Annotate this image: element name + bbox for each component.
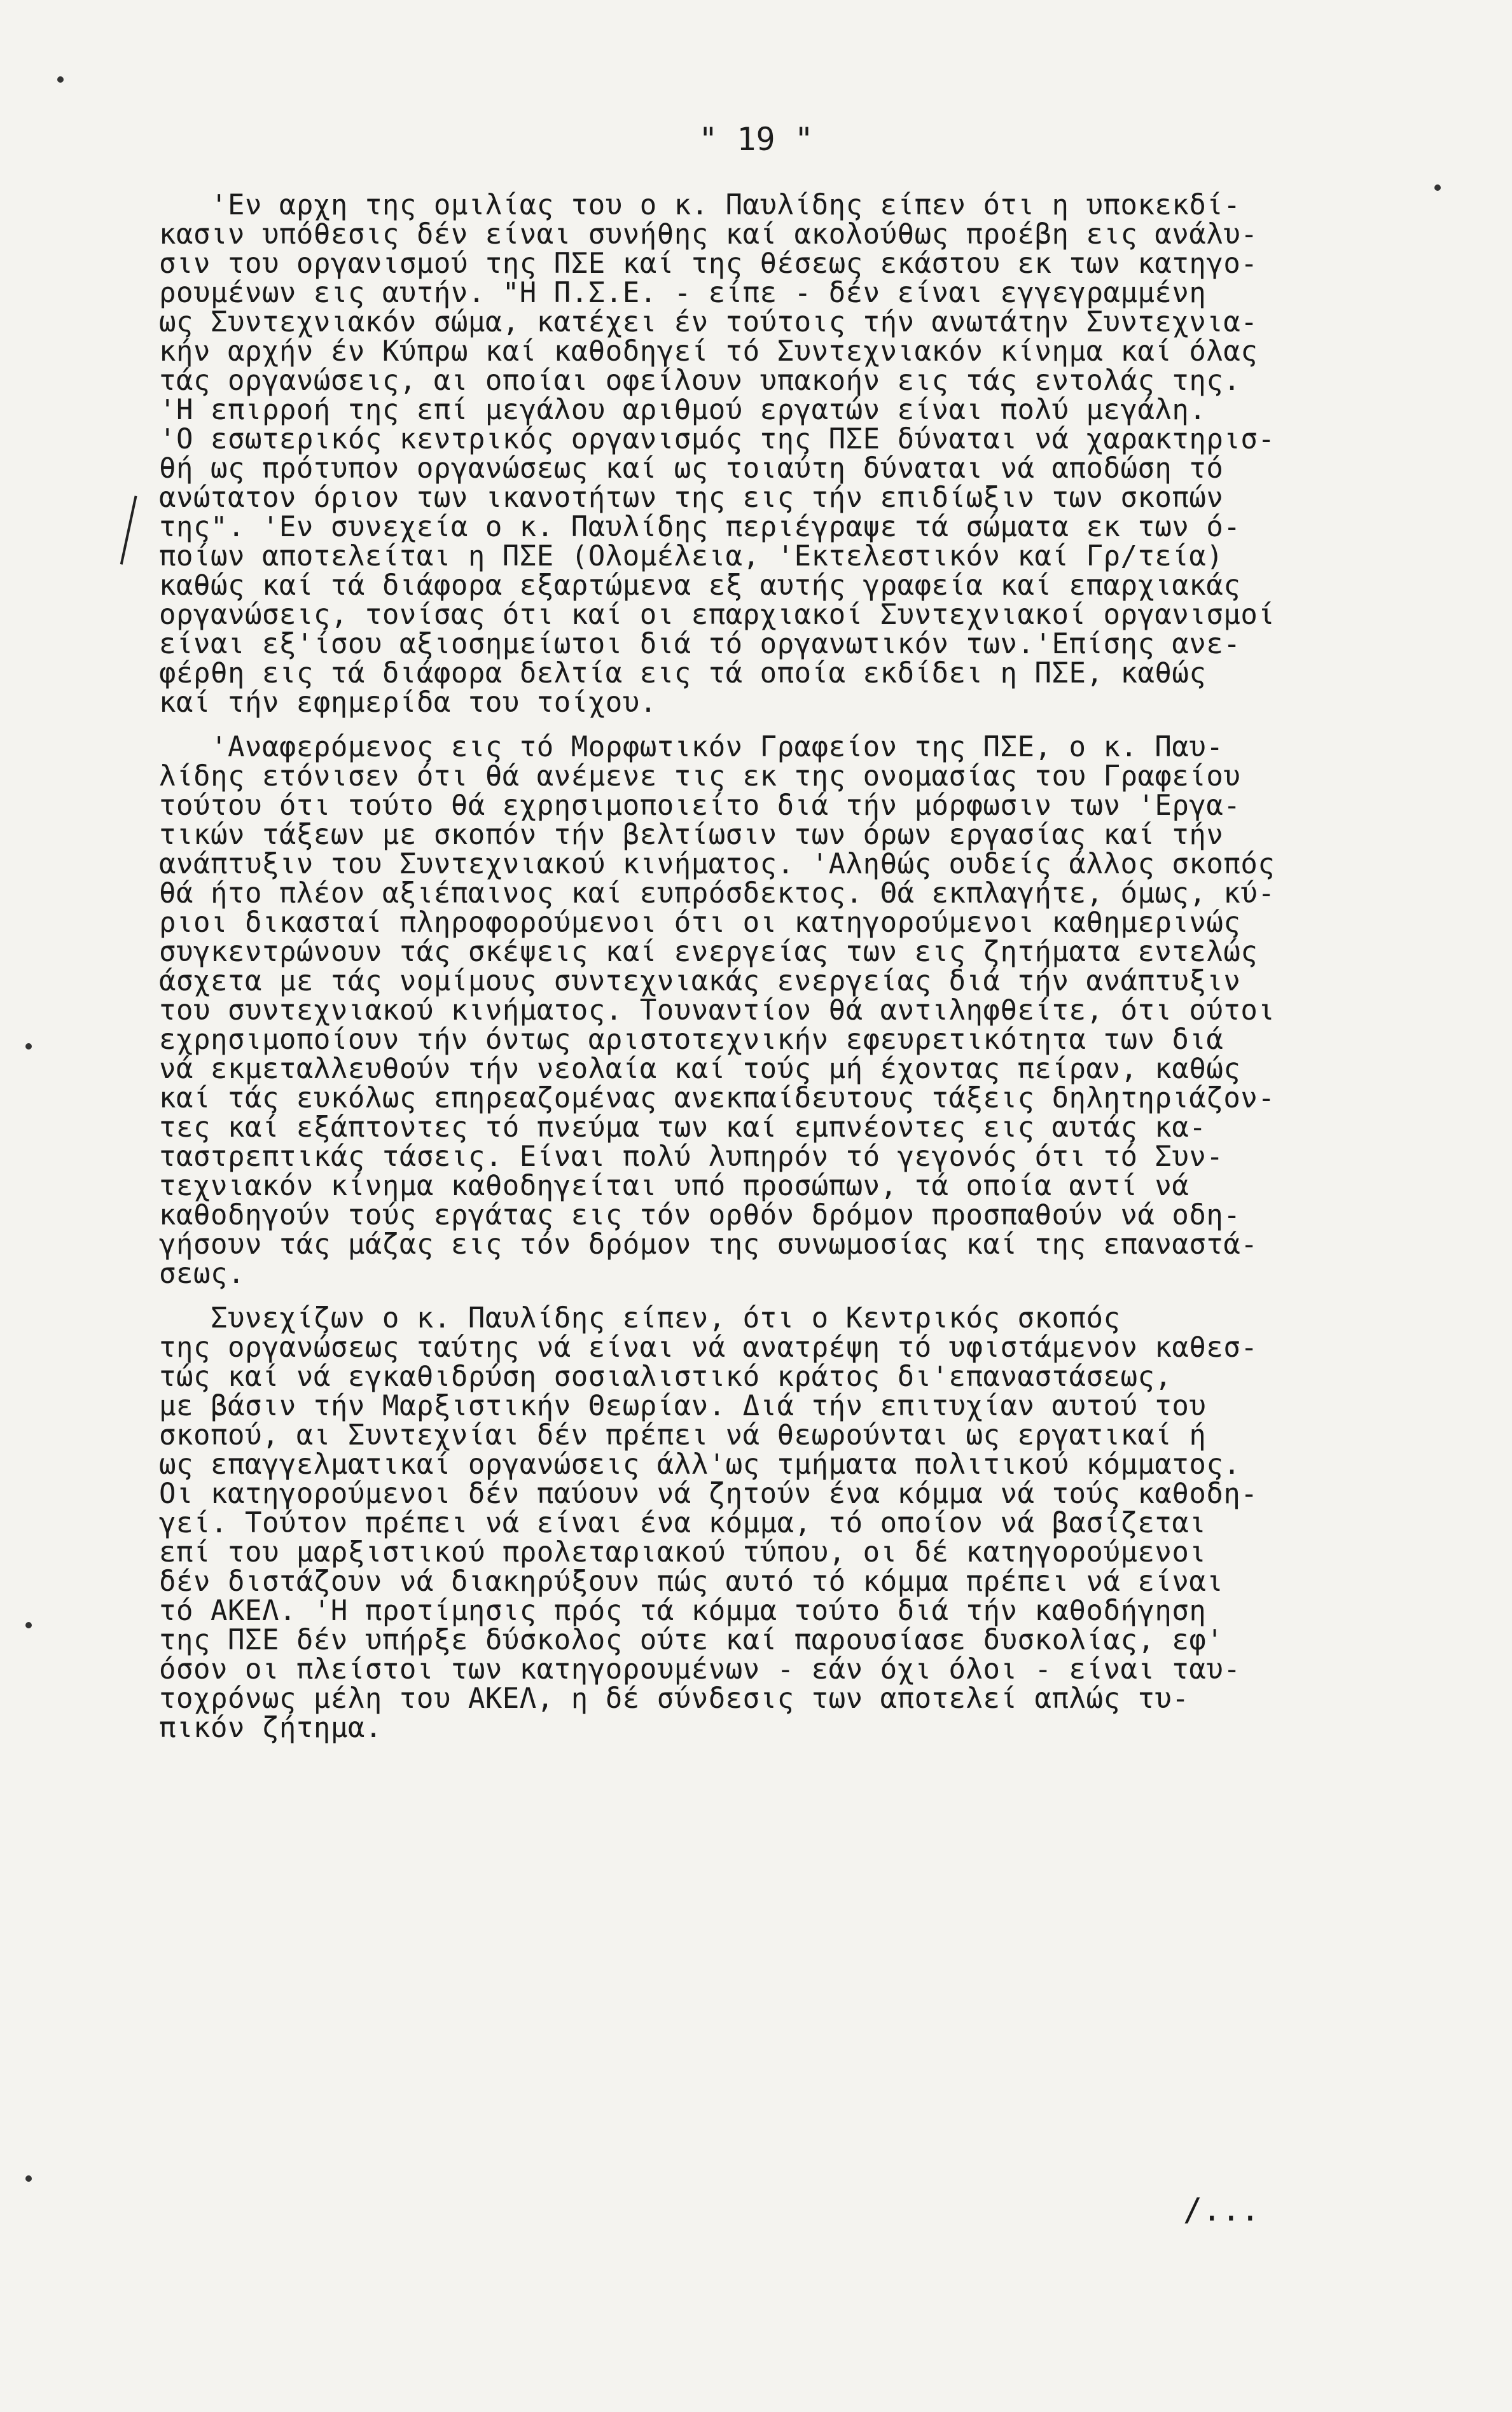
scan-speck xyxy=(1434,184,1441,191)
text-line: καί τάς ευκόλως επηρεαζομένας ανεκπαίδευτους τάξεις δηλητηριάζον- xyxy=(159,1082,1275,1114)
text-line: του συντεχνιακού κινήματος. Τουναντίον θά αντιληφθείτε, ότι ούτοι xyxy=(159,994,1275,1027)
scan-speck xyxy=(25,1043,32,1050)
text-line: καί τήν εφημερίδα του τοίχου. xyxy=(159,686,657,719)
text-line: με βάσιν τήν Μαρξιστικήν Θεωρίαν. Διά τήν επιτυχίαν αυτού του xyxy=(159,1390,1207,1422)
text-line: τώς καί νά εγκαθιδρύση σοσιαλιστικό κράτος δι'επαναστάσεως, xyxy=(159,1361,1172,1393)
text-line: τικών τάξεων με σκοπόν τήν βελτίωσιν των όρων εργασίας καί τήν xyxy=(159,819,1224,851)
text-line: εχρησιμοποίουν τήν όντως αριστοτεχνικήν εφευρετικότητα των διά xyxy=(159,1023,1224,1056)
text-line: επί του μαρξιστικού προλεταριακού τύπου, οι δέ κατηγορούμενοι xyxy=(159,1536,1207,1569)
text-line: τοχρόνως μέλη του ΑΚΕΛ, η δέ σύνδεσις των αποτελεί απλώς τυ- xyxy=(159,1682,1189,1715)
continuation-mark: /... xyxy=(1183,2191,1260,2228)
scan-speck xyxy=(25,1622,32,1628)
text-line: λίδης ετόνισεν ότι θά ανέμενε τις εκ της ονομασίας του Γραφείου xyxy=(159,760,1241,793)
paragraph xyxy=(159,191,1431,717)
text-line: ριοι δικασταί πληροφορούμενοι ότι οι κατηγορούμενοι καθημερινώς xyxy=(159,906,1241,939)
text-line: σεως. xyxy=(159,1258,245,1290)
text-line: ανώτατον όριον των ικανοτήτων της εις τήν επιδίωξιν των σκοπών xyxy=(159,482,1224,514)
text-line: 'Αναφερόμενος εις τό Μορφωτικόν Γραφείον της ΠΣΕ, ο κ. Παυ- xyxy=(159,731,1224,763)
text-line: σκοπού, αι Συντεχνίαι δέν πρέπει νά θεωρούνται ως εργατικαί ή xyxy=(159,1419,1207,1452)
text-line: ποίων αποτελείται η ΠΣΕ (Ολομέλεια, 'Εκτελεστικόν καί Γρ/τεία) xyxy=(159,540,1224,572)
text-line: ανάπτυξιν του Συντεχνιακού κινήματος. 'Αληθώς ουδείς άλλος σκοπός xyxy=(159,848,1275,880)
text-line: τό ΑΚΕΛ. 'Η προτίμησις πρός τά κόμμα τούτο διά τήν καθοδήγηση xyxy=(159,1595,1207,1627)
text-line: της ΠΣΕ δέν υπήρξε δύσκολος ούτε καί παρουσίασε δυσκολίας, εφ' xyxy=(159,1624,1224,1656)
text-line: ρουμένων εις αυτήν. "Η Π.Σ.Ε. - είπε - δέν είναι εγγεγραμμένη xyxy=(159,277,1207,309)
text-line: πικόν ζήτημα. xyxy=(159,1712,382,1744)
text-line: καθώς καί τά διάφορα εξαρτώμενα εξ αυτής γραφεία καί επαρχιακάς xyxy=(159,569,1241,602)
text-line: σιν του οργανισμού της ΠΣΕ καί της θέσεως εκάστου εκ των κατηγο- xyxy=(159,247,1258,280)
text-line: θά ήτο πλέον αξιέπαινος καί ευπρόσδεκτος. Θά εκπλαγήτε, όμως, κύ- xyxy=(159,877,1275,910)
text-line: της". 'Εν συνεχεία ο κ. Παυλίδης περιέγραψε τά σώματα εκ των ό- xyxy=(159,511,1241,543)
scan-speck xyxy=(25,2175,32,2182)
text-line: 'Εν αρχη της ομιλίας του ο κ. Παυλίδης είπεν ότι η υποκεκδί- xyxy=(159,189,1241,221)
paragraph xyxy=(159,733,1431,1289)
text-line: δέν διστάζουν νά διακηρύξουν πώς αυτό τό κόμμα πρέπει νά είναι xyxy=(159,1565,1224,1598)
text-line: όσον οι πλείστοι των κατηγορουμένων - εάν όχι όλοι - είναι ταυ- xyxy=(159,1653,1241,1686)
text-line: γήσουν τάς μάζας εις τόν δρόμον της συνωμοσίας καί της επαναστά- xyxy=(159,1228,1258,1261)
text-line: θή ως πρότυπον οργανώσεως καί ως τοιαύτη δύναται νά αποδώση τό xyxy=(159,452,1224,485)
text-line: συγκεντρώνουν τάς σκέψεις καί ενεργείας των εις ζητήματα εντελώς xyxy=(159,936,1258,968)
text-line: τάς οργανώσεις, αι οποίαι οφείλουν υπακοήν εις τάς εντολάς της. xyxy=(159,364,1241,397)
text-line: γεί. Τούτον πρέπει νά είναι ένα κόμμα, τό οποίον νά βασίζεται xyxy=(159,1507,1207,1539)
text-line: Συνεχίζων ο κ. Παυλίδης είπεν, ότι ο Κεντρικός σκοπός xyxy=(159,1302,1121,1334)
text-line: τες καί εξάπτοντες τό πνεύμα των καί εμπνέοντες εις αυτάς κα- xyxy=(159,1111,1207,1144)
text-line: Οι κατηγορούμενοι δέν παύουν νά ζητούν ένα κόμμα νά τούς καθοδη- xyxy=(159,1478,1258,1510)
text-line: 'Ο εσωτερικός κεντρικός οργανισμός της ΠΣΕ δύναται νά χαρακτηρισ- xyxy=(159,423,1275,455)
paragraph xyxy=(159,1304,1431,1743)
text-line: κήν αρχήν έν Κύπρω καί καθοδηγεί τό Συντεχνιακόν κίνημα καί όλας xyxy=(159,335,1258,368)
text-line: άσχετα με τάς νομίμους συντεχνιακάς ενεργείας διά τήν ανάπτυξιν xyxy=(159,965,1241,997)
text-line: νά εκμεταλλευθούν τήν νεολαία καί τούς μή έχοντας πείραν, καθώς xyxy=(159,1053,1241,1085)
text-line: ταστρεπτικάς τάσεις. Είναι πολύ λυπηρόν τό γεγονός ότι τό Συν- xyxy=(159,1140,1224,1173)
text-line: τούτου ότι τούτο θά εχρησιμοποιείτο διά τήν μόρφωσιν των 'Εργα- xyxy=(159,789,1241,822)
scan-speck xyxy=(57,76,64,83)
text-line: φέρθη εις τά διάφορα δελτία εις τά οποία εκδίδει η ΠΣΕ, καθώς xyxy=(159,657,1207,690)
text-line: ως επαγγελματικαί οργανώσεις άλλ'ως τμήματα πολιτικού κόμματος. xyxy=(159,1448,1241,1481)
text-line: καθοδηγούν τούς εργάτας εις τόν ορθόν δρόμον προσπαθούν νά οδη- xyxy=(159,1199,1241,1231)
text-line: είναι εξ'ίσου αξιοσημείωτοι διά τό οργανωτικόν των.'Επίσης ανε- xyxy=(159,628,1241,660)
text-line: τεχνιακόν κίνημα καθοδηγείται υπό προσώπων, τά οποία αντί νά xyxy=(159,1170,1189,1202)
text-line: 'Η επιρροή της επί μεγάλου αριθμού εργατών είναι πολύ μεγάλη. xyxy=(159,394,1207,426)
text-line: οργανώσεις, τονίσας ότι καί οι επαρχιακοί Συντεχνιακοί οργανισμοί xyxy=(159,599,1275,631)
text-line: κασιν υπόθεσις δέν είναι συνήθης καί ακολούθως προέβη εις ανάλυ- xyxy=(159,218,1258,251)
text-line: της οργανώσεως ταύτης νά είναι νά ανατρέψη τό υφιστάμενον καθεσ- xyxy=(159,1331,1258,1364)
text-line: ως Συντεχνιακόν σώμα, κατέχει έν τούτοις τήν ανωτάτην Συντεχνια- xyxy=(159,306,1258,338)
typewritten-body xyxy=(159,191,1431,1743)
page-number: " 19 " xyxy=(698,121,814,158)
margin-mark xyxy=(120,496,146,566)
